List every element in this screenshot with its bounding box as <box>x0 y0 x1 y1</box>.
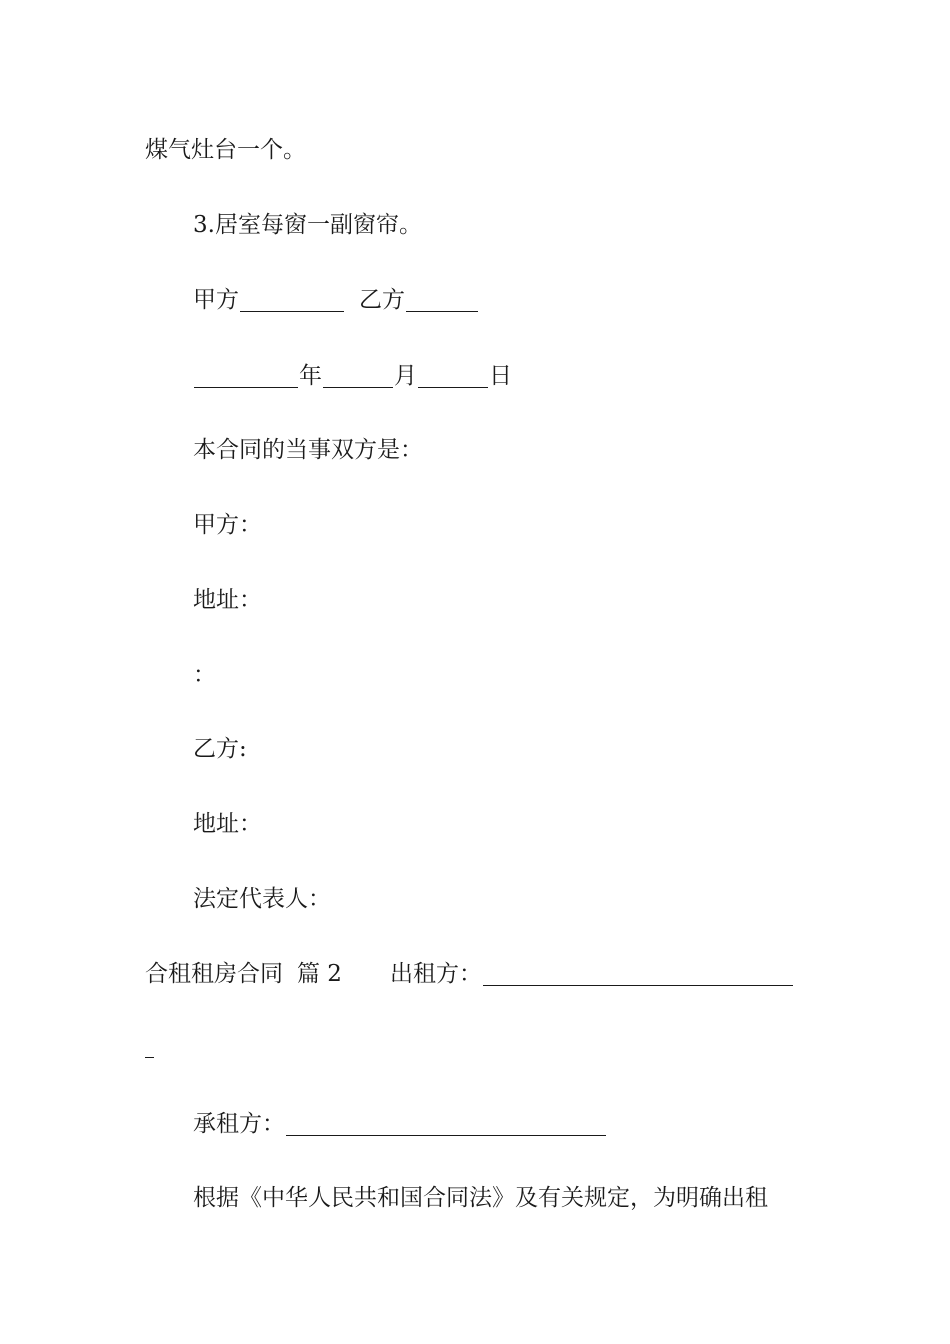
year-blank <box>194 363 298 388</box>
lessor-blank <box>483 961 793 986</box>
party-a-address-field: 地址： <box>193 587 262 613</box>
lessee-label: 承租方： <box>193 1111 285 1137</box>
text-line <box>193 509 858 541</box>
text-line <box>193 808 858 840</box>
party-b-blank <box>406 287 478 312</box>
gas-stove-item: 煤气灶台一个。 <box>145 137 306 163</box>
text-line <box>193 1182 858 1214</box>
lessee-blank <box>286 1111 606 1136</box>
party-a-field: 甲方： <box>193 512 262 538</box>
text-line <box>193 883 858 915</box>
party-b-field: 乙方: <box>193 736 247 762</box>
text-line <box>193 733 858 765</box>
party-a-label: 甲方 <box>193 287 239 313</box>
text-line <box>193 584 858 616</box>
day-blank <box>418 363 488 388</box>
text-line <box>193 434 858 466</box>
month-label: 月 <box>394 363 417 389</box>
year-label: 年 <box>299 363 322 389</box>
parties-heading: 本合同的当事双方是： <box>193 437 423 463</box>
body-paragraph: 根据《中华人民共和国合同法》及有关规定，为明确出租 <box>193 1185 768 1211</box>
lessor-blank-continuation <box>145 1033 154 1058</box>
section-heading-line <box>145 958 810 990</box>
lessor-label: 出租方： <box>389 961 482 987</box>
text-line <box>193 209 858 241</box>
party-b-label: 乙方 <box>359 287 405 313</box>
curtain-item: 3.居室每窗一副窗帘。 <box>193 212 422 238</box>
text-line <box>145 134 810 166</box>
date-line <box>193 360 858 392</box>
party-a-blank <box>240 287 344 312</box>
colon-field: ： <box>193 662 216 688</box>
blank-continuation-line <box>145 1033 810 1062</box>
legal-representative-field: 法定代表人： <box>193 886 331 912</box>
text-line <box>193 659 858 691</box>
party-b-address-field: 地址： <box>193 811 262 837</box>
month-blank <box>323 363 393 388</box>
text-line <box>193 1108 858 1140</box>
day-label: 日 <box>489 363 512 389</box>
section-number: 篇 2 <box>297 961 342 987</box>
section-title: 合租租房合同 <box>145 961 283 987</box>
signature-line <box>193 284 858 316</box>
